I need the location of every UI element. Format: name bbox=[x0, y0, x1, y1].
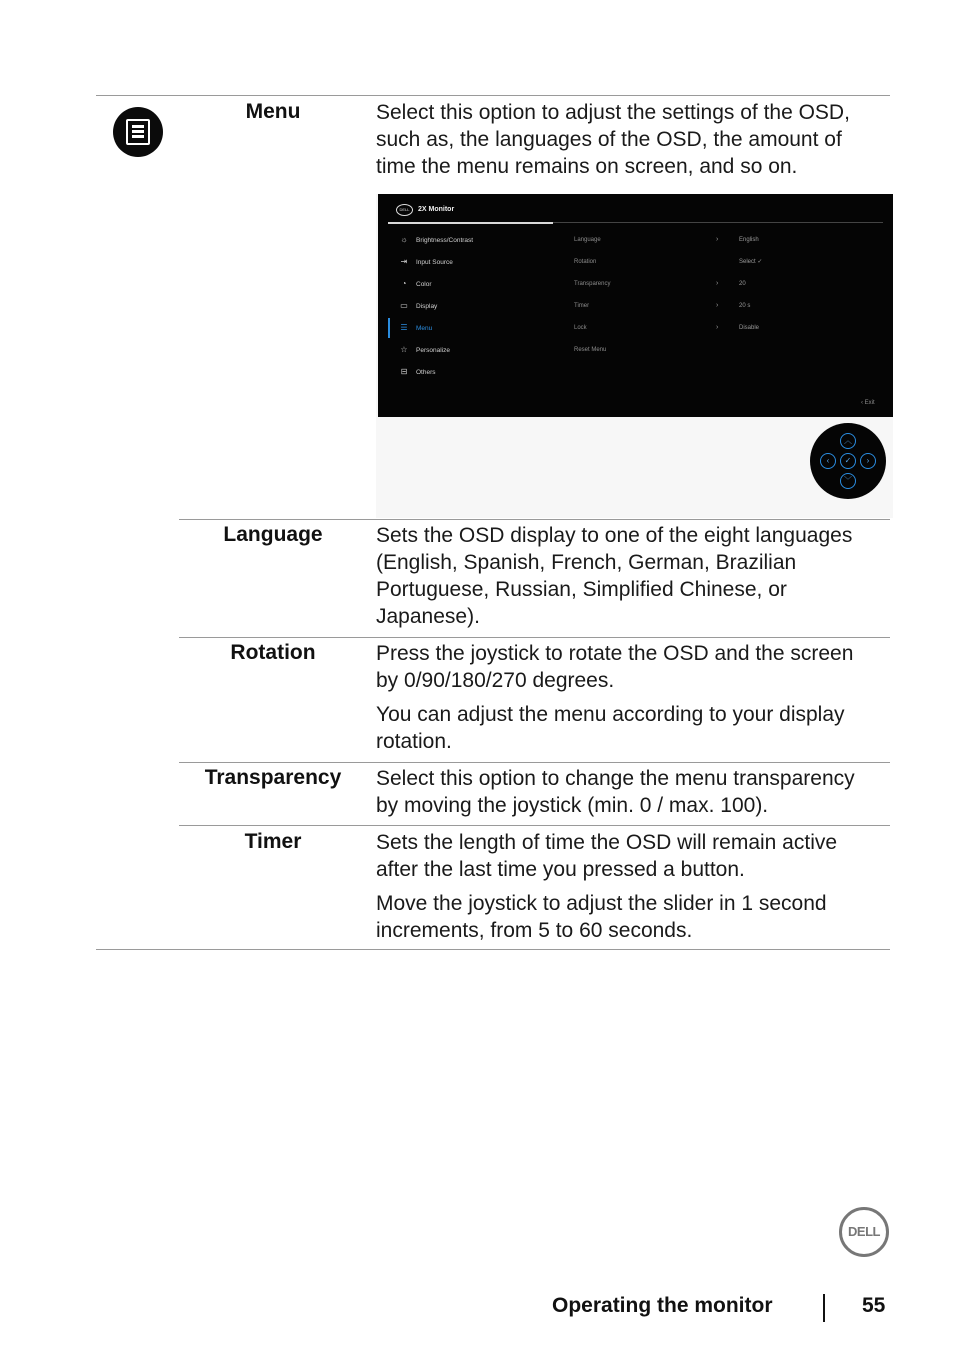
row-label-language: Language bbox=[223, 523, 323, 546]
osd-submenu-language[interactable]: Language bbox=[574, 237, 601, 243]
desc-paragraph: Sets the OSD display to one of the eight languages (English, Spanish, French, German, Brazilian Portuguese, Russian, Simplified Chinese, or Japanese). bbox=[376, 524, 853, 628]
desc-paragraph: You can adjust the menu according to your display rotation. bbox=[376, 703, 845, 753]
row-separator bbox=[179, 825, 890, 826]
display-icon: ▭ bbox=[400, 301, 408, 310]
osd-value-lock: Disable bbox=[739, 325, 760, 331]
chevron-up-icon[interactable]: ︿ bbox=[840, 433, 856, 449]
osd-submenu-reset-menu[interactable]: Reset Menu bbox=[574, 347, 607, 353]
footer-section-title: Operating the monitor bbox=[552, 1294, 773, 1317]
joystick-diagram bbox=[810, 423, 886, 499]
desc-paragraph: Press the joystick to rotate the OSD and the screen by 0/90/180/270 degrees. bbox=[376, 642, 854, 692]
sun-icon: ☼ bbox=[400, 235, 408, 244]
table-top-rule bbox=[96, 95, 890, 96]
input-source-icon: ⇥ bbox=[400, 257, 408, 266]
osd-title-underline bbox=[388, 222, 553, 224]
row-desc-menu bbox=[376, 99, 881, 180]
osd-menu-item-color[interactable]: ◔ Color bbox=[398, 277, 432, 291]
osd-panel bbox=[378, 194, 893, 417]
chevron-right-icon: › bbox=[716, 324, 719, 331]
desc-paragraph: Move the joystick to adjust the slider in 1 second increments, from 5 to 60 seconds. bbox=[376, 892, 827, 942]
table-bottom-rule bbox=[96, 949, 890, 950]
osd-menu-item-brightness-contrast[interactable]: ☼ Brightness/Contrast bbox=[398, 233, 473, 247]
osd-submenu-rotation[interactable]: Rotation bbox=[574, 259, 597, 265]
dell-logo: DELL bbox=[396, 204, 413, 216]
chevron-right-icon: › bbox=[716, 280, 719, 287]
chevron-right-icon[interactable]: › bbox=[860, 453, 876, 469]
chevron-right-icon: › bbox=[716, 236, 719, 243]
row-label-timer: Timer bbox=[244, 830, 302, 853]
osd-screenshot bbox=[376, 194, 893, 518]
osd-submenu-lock[interactable]: Lock bbox=[574, 325, 587, 331]
others-icon: ⊟ bbox=[400, 367, 408, 376]
dell-logo: DELL bbox=[839, 1207, 889, 1257]
osd-menu-item-personalize[interactable]: ☆ Personalize bbox=[398, 343, 450, 357]
osd-menu-item-input-source[interactable]: ⇥ Input Source bbox=[398, 255, 453, 269]
osd-selection-indicator bbox=[388, 318, 390, 338]
row-label-rotation: Rotation bbox=[230, 641, 316, 664]
desc-paragraph: Sets the length of time the OSD will remain active after the last time you pressed a button. bbox=[376, 831, 838, 881]
chevron-left-icon[interactable]: ‹ bbox=[820, 453, 836, 469]
osd-value-rotation: Select ✓ bbox=[739, 259, 763, 265]
row-desc-language bbox=[376, 522, 881, 630]
row-desc-timer bbox=[376, 829, 881, 944]
desc-paragraph: Select this option to adjust the settings of the OSD, such as, the languages of the OSD, the amount of time the menu remains on screen, and so on. bbox=[376, 101, 850, 178]
osd-submenu-transparency[interactable]: Transparency bbox=[574, 281, 611, 287]
osd-title: 2X Monitor bbox=[418, 206, 455, 213]
osd-submenu-timer[interactable]: Timer bbox=[574, 303, 590, 309]
osd-menu-item-menu[interactable]: ☰ Menu bbox=[398, 321, 432, 335]
row-separator bbox=[179, 637, 890, 638]
osd-value-transparency: 20 bbox=[739, 281, 746, 287]
star-icon: ☆ bbox=[400, 345, 408, 354]
color-palette-icon: ◔ bbox=[401, 279, 407, 288]
row-separator bbox=[179, 519, 890, 520]
menu-icon: ☰ bbox=[400, 323, 408, 332]
osd-value-language: English bbox=[739, 237, 759, 243]
osd-divider bbox=[553, 222, 883, 223]
desc-paragraph: Select this option to change the menu transparency by moving the joystick (min. 0 / max. 100). bbox=[376, 767, 855, 817]
chevron-down-icon[interactable]: ﹀ bbox=[840, 473, 856, 489]
row-label-transparency: Transparency bbox=[204, 766, 342, 789]
menu-icon bbox=[113, 107, 163, 157]
row-label-menu: Menu bbox=[245, 100, 301, 123]
osd-menu-item-others[interactable]: ⊟ Others bbox=[398, 365, 436, 379]
row-desc-rotation bbox=[376, 640, 881, 755]
row-desc-transparency bbox=[376, 765, 881, 819]
check-icon[interactable]: ✓ bbox=[840, 453, 856, 469]
osd-menu-item-display[interactable]: ▭ Display bbox=[398, 299, 437, 313]
chevron-right-icon: › bbox=[716, 302, 719, 309]
osd-exit-button[interactable]: ‹ Exit bbox=[861, 400, 875, 406]
osd-value-timer: 20 s bbox=[739, 303, 751, 309]
footer-divider bbox=[823, 1294, 825, 1322]
row-separator bbox=[179, 762, 890, 763]
page-number: 55 bbox=[862, 1294, 886, 1317]
